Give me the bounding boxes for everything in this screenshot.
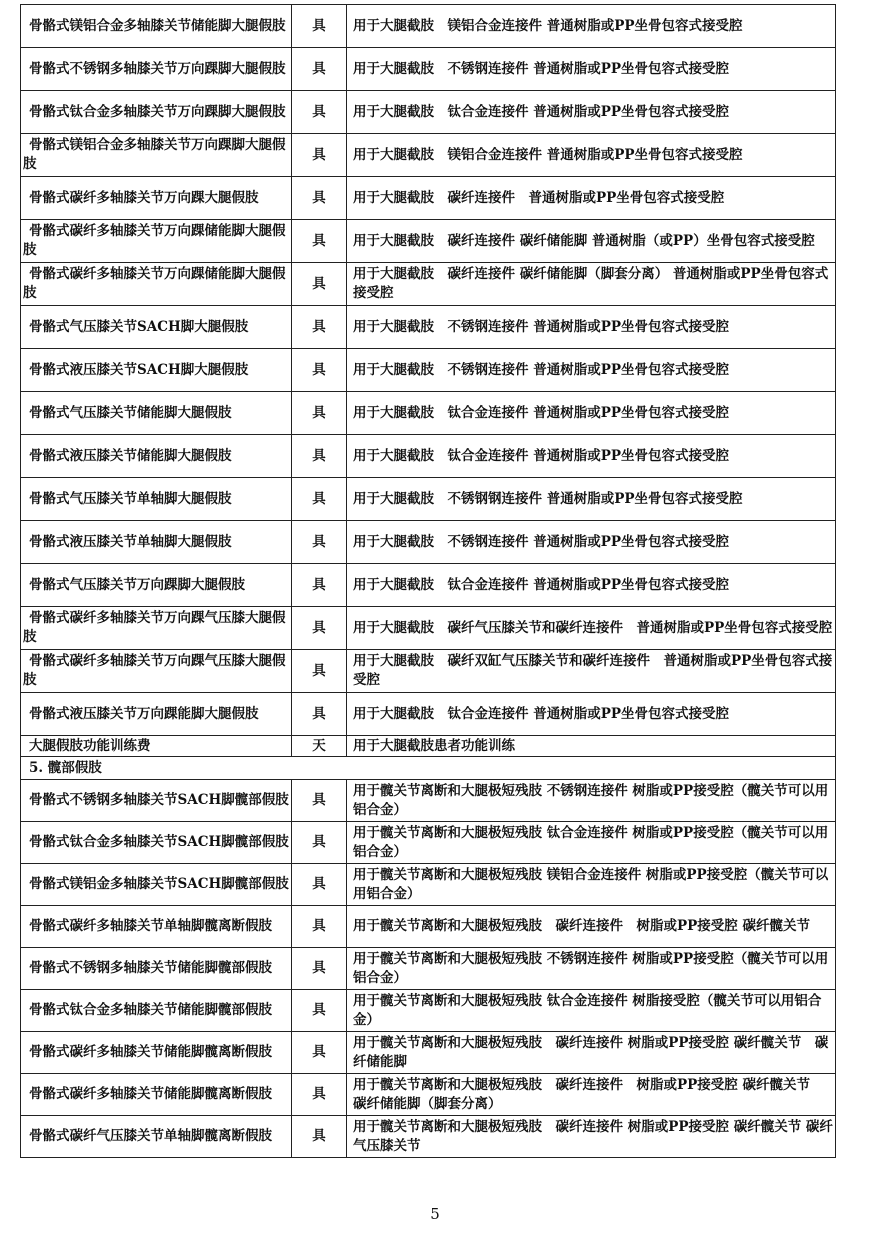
table-row xyxy=(21,392,836,435)
table-row xyxy=(21,650,836,693)
item-name-cell: 骨骼式液压膝关节万向踝能脚大腿假肢 xyxy=(21,693,292,736)
unit-cell: 具 xyxy=(292,650,347,693)
table-row xyxy=(21,1032,836,1074)
description-cell: 用于髋关节离断和大腿极短残肢 钛合金连接件 树脂或PP接受腔（髋关节可以用铝合金） xyxy=(347,822,836,864)
unit-cell: 具 xyxy=(292,822,347,864)
unit-cell: 具 xyxy=(292,906,347,948)
table-row xyxy=(21,478,836,521)
unit-cell: 具 xyxy=(292,5,347,48)
unit-cell: 具 xyxy=(292,349,347,392)
unit-cell: 具 xyxy=(292,48,347,91)
description-cell: 用于髋关节离断和大腿极短残肢 碳纤连接件 树脂或PP接受腔 碳纤髋关节 碳纤储能脚 xyxy=(347,1032,836,1074)
prosthesis-table xyxy=(20,4,836,1158)
table-row xyxy=(21,48,836,91)
description-cell: 用于髋关节离断和大腿极短残肢 钛合金连接件 树脂接受腔（髋关节可以用铝合金） xyxy=(347,990,836,1032)
description-cell: 用于大腿截肢 镁铝合金连接件 普通树脂或PP坐骨包容式接受腔 xyxy=(347,5,836,48)
table-row xyxy=(21,948,836,990)
description-cell: 用于髋关节离断和大腿极短残肢 镁铝合金连接件 树脂或PP接受腔（髋关节可以用铝合金） xyxy=(347,864,836,906)
item-name-cell: 骨骼式碳纤多轴膝关节储能脚髋离断假肢 xyxy=(21,1074,292,1116)
table-row xyxy=(21,1074,836,1116)
unit-cell: 具 xyxy=(292,306,347,349)
description-cell: 用于大腿截肢 碳纤气压膝关节和碳纤连接件 普通树脂或PP坐骨包容式接受腔 xyxy=(347,607,836,650)
item-name-cell: 骨骼式钛合金多轴膝关节SACH脚髋部假肢 xyxy=(21,822,292,864)
item-name-cell: 骨骼式碳纤多轴膝关节万向踝储能脚大腿假肢 xyxy=(21,220,292,263)
item-name-cell: 骨骼式不锈钢多轴膝关节储能脚髋部假肢 xyxy=(21,948,292,990)
description-cell: 用于大腿截肢 钛合金连接件 普通树脂或PP坐骨包容式接受腔 xyxy=(347,392,836,435)
unit-cell: 具 xyxy=(292,948,347,990)
section-header-row xyxy=(21,757,836,780)
table-row xyxy=(21,906,836,948)
table-row xyxy=(21,306,836,349)
table-row xyxy=(21,349,836,392)
item-name-cell: 骨骼式碳纤多轴膝关节万向踝气压膝大腿假肢 xyxy=(21,650,292,693)
table-row xyxy=(21,263,836,306)
unit-cell: 具 xyxy=(292,521,347,564)
item-name-cell: 大腿假肢功能训练费 xyxy=(21,736,292,757)
table-row xyxy=(21,220,836,263)
unit-cell: 具 xyxy=(292,134,347,177)
description-cell: 用于大腿截肢 不锈钢连接件 普通树脂或PP坐骨包容式接受腔 xyxy=(347,306,836,349)
description-cell: 用于大腿截肢 不锈钢连接件 普通树脂或PP坐骨包容式接受腔 xyxy=(347,349,836,392)
description-cell: 用于大腿截肢 不锈钢钢连接件 普通树脂或PP坐骨包容式接受腔 xyxy=(347,478,836,521)
unit-cell: 具 xyxy=(292,1074,347,1116)
unit-cell: 具 xyxy=(292,607,347,650)
item-name-cell: 骨骼式不锈钢多轴膝关节SACH脚髋部假肢 xyxy=(21,780,292,822)
item-name-cell: 骨骼式镁铝金多轴膝关节SACH脚髋部假肢 xyxy=(21,864,292,906)
item-name-cell: 骨骼式液压膝关节单轴脚大腿假肢 xyxy=(21,521,292,564)
section-title: 5. 髋部假肢 xyxy=(21,757,836,780)
table-row xyxy=(21,177,836,220)
table-row xyxy=(21,435,836,478)
unit-cell: 具 xyxy=(292,91,347,134)
description-cell: 用于大腿截肢 碳纤连接件 碳纤储能脚（脚套分离） 普通树脂或PP坐骨包容式接受腔 xyxy=(347,263,836,306)
item-name-cell: 骨骼式碳纤多轴膝关节万向踝储能脚大腿假肢 xyxy=(21,263,292,306)
table-row xyxy=(21,607,836,650)
table-row xyxy=(21,864,836,906)
unit-cell: 具 xyxy=(292,693,347,736)
item-name-cell: 骨骼式不锈钢多轴膝关节万向踝脚大腿假肢 xyxy=(21,48,292,91)
unit-cell: 具 xyxy=(292,177,347,220)
description-cell: 用于大腿截肢 碳纤连接件 碳纤储能脚 普通树脂（或PP）坐骨包容式接受腔 xyxy=(347,220,836,263)
item-name-cell: 骨骼式镁铝合金多轴膝关节储能脚大腿假肢 xyxy=(21,5,292,48)
description-cell: 用于髋关节离断和大腿极短残肢 不锈钢连接件 树脂或PP接受腔（髋关节可以用铝合金） xyxy=(347,780,836,822)
unit-cell: 具 xyxy=(292,864,347,906)
item-name-cell: 骨骼式碳纤多轴膝关节储能脚髋离断假肢 xyxy=(21,1032,292,1074)
table-row xyxy=(21,564,836,607)
description-cell: 用于大腿截肢 碳纤连接件 普通树脂或PP坐骨包容式接受腔 xyxy=(347,177,836,220)
unit-cell: 具 xyxy=(292,1032,347,1074)
description-cell: 用于髋关节离断和大腿极短残肢 不锈钢连接件 树脂或PP接受腔（髋关节可以用铝合金） xyxy=(347,948,836,990)
description-cell: 用于大腿截肢 钛合金连接件 普通树脂或PP坐骨包容式接受腔 xyxy=(347,91,836,134)
description-cell: 用于髋关节离断和大腿极短残肢 碳纤连接件 树脂或PP接受腔 碳纤髋关节 xyxy=(347,906,836,948)
table-row xyxy=(21,5,836,48)
table-row xyxy=(21,990,836,1032)
item-name-cell: 骨骼式液压膝关节储能脚大腿假肢 xyxy=(21,435,292,478)
item-name-cell: 骨骼式钛合金多轴膝关节万向踝脚大腿假肢 xyxy=(21,91,292,134)
item-name-cell: 骨骼式镁铝合金多轴膝关节万向踝脚大腿假肢 xyxy=(21,134,292,177)
unit-cell: 天 xyxy=(292,736,347,757)
item-name-cell: 骨骼式钛合金多轴膝关节储能脚髋部假肢 xyxy=(21,990,292,1032)
unit-cell: 具 xyxy=(292,564,347,607)
table-row xyxy=(21,134,836,177)
unit-cell: 具 xyxy=(292,392,347,435)
description-cell: 用于大腿截肢 不锈钢连接件 普通树脂或PP坐骨包容式接受腔 xyxy=(347,48,836,91)
table-row xyxy=(21,822,836,864)
table-row xyxy=(21,693,836,736)
item-name-cell: 骨骼式碳纤气压膝关节单轴脚髋离断假肢 xyxy=(21,1116,292,1158)
table-row xyxy=(21,780,836,822)
unit-cell: 具 xyxy=(292,435,347,478)
unit-cell: 具 xyxy=(292,1116,347,1158)
item-name-cell: 骨骼式气压膝关节万向踝脚大腿假肢 xyxy=(21,564,292,607)
description-cell: 用于大腿截肢患者功能训练 xyxy=(347,736,836,757)
item-name-cell: 骨骼式碳纤多轴膝关节万向踝气压膝大腿假肢 xyxy=(21,607,292,650)
unit-cell: 具 xyxy=(292,478,347,521)
description-cell: 用于大腿截肢 碳纤双缸气压膝关节和碳纤连接件 普通树脂或PP坐骨包容式接受腔 xyxy=(347,650,836,693)
page-number: 5 xyxy=(430,1205,440,1223)
unit-cell: 具 xyxy=(292,780,347,822)
table-row xyxy=(21,736,836,757)
description-cell: 用于大腿截肢 钛合金连接件 普通树脂或PP坐骨包容式接受腔 xyxy=(347,435,836,478)
table-row xyxy=(21,91,836,134)
unit-cell: 具 xyxy=(292,263,347,306)
item-name-cell: 骨骼式气压膝关节单轴脚大腿假肢 xyxy=(21,478,292,521)
unit-cell: 具 xyxy=(292,220,347,263)
item-name-cell: 骨骼式液压膝关节SACH脚大腿假肢 xyxy=(21,349,292,392)
description-cell: 用于大腿截肢 不锈钢连接件 普通树脂或PP坐骨包容式接受腔 xyxy=(347,521,836,564)
item-name-cell: 骨骼式气压膝关节SACH脚大腿假肢 xyxy=(21,306,292,349)
description-cell: 用于大腿截肢 镁铝合金连接件 普通树脂或PP坐骨包容式接受腔 xyxy=(347,134,836,177)
description-cell: 用于髋关节离断和大腿极短残肢 碳纤连接件 树脂或PP接受腔 碳纤髋关节 碳纤储能脚（脚套分离） xyxy=(347,1074,836,1116)
item-name-cell: 骨骼式碳纤多轴膝关节万向踝大腿假肢 xyxy=(21,177,292,220)
description-cell: 用于髋关节离断和大腿极短残肢 碳纤连接件 树脂或PP接受腔 碳纤髋关节 碳纤气压膝关节 xyxy=(347,1116,836,1158)
item-name-cell: 骨骼式气压膝关节储能脚大腿假肢 xyxy=(21,392,292,435)
table-row xyxy=(21,521,836,564)
unit-cell: 具 xyxy=(292,990,347,1032)
description-cell: 用于大腿截肢 钛合金连接件 普通树脂或PP坐骨包容式接受腔 xyxy=(347,693,836,736)
description-cell: 用于大腿截肢 钛合金连接件 普通树脂或PP坐骨包容式接受腔 xyxy=(347,564,836,607)
table-row xyxy=(21,1116,836,1158)
item-name-cell: 骨骼式碳纤多轴膝关节单轴脚髋离断假肢 xyxy=(21,906,292,948)
